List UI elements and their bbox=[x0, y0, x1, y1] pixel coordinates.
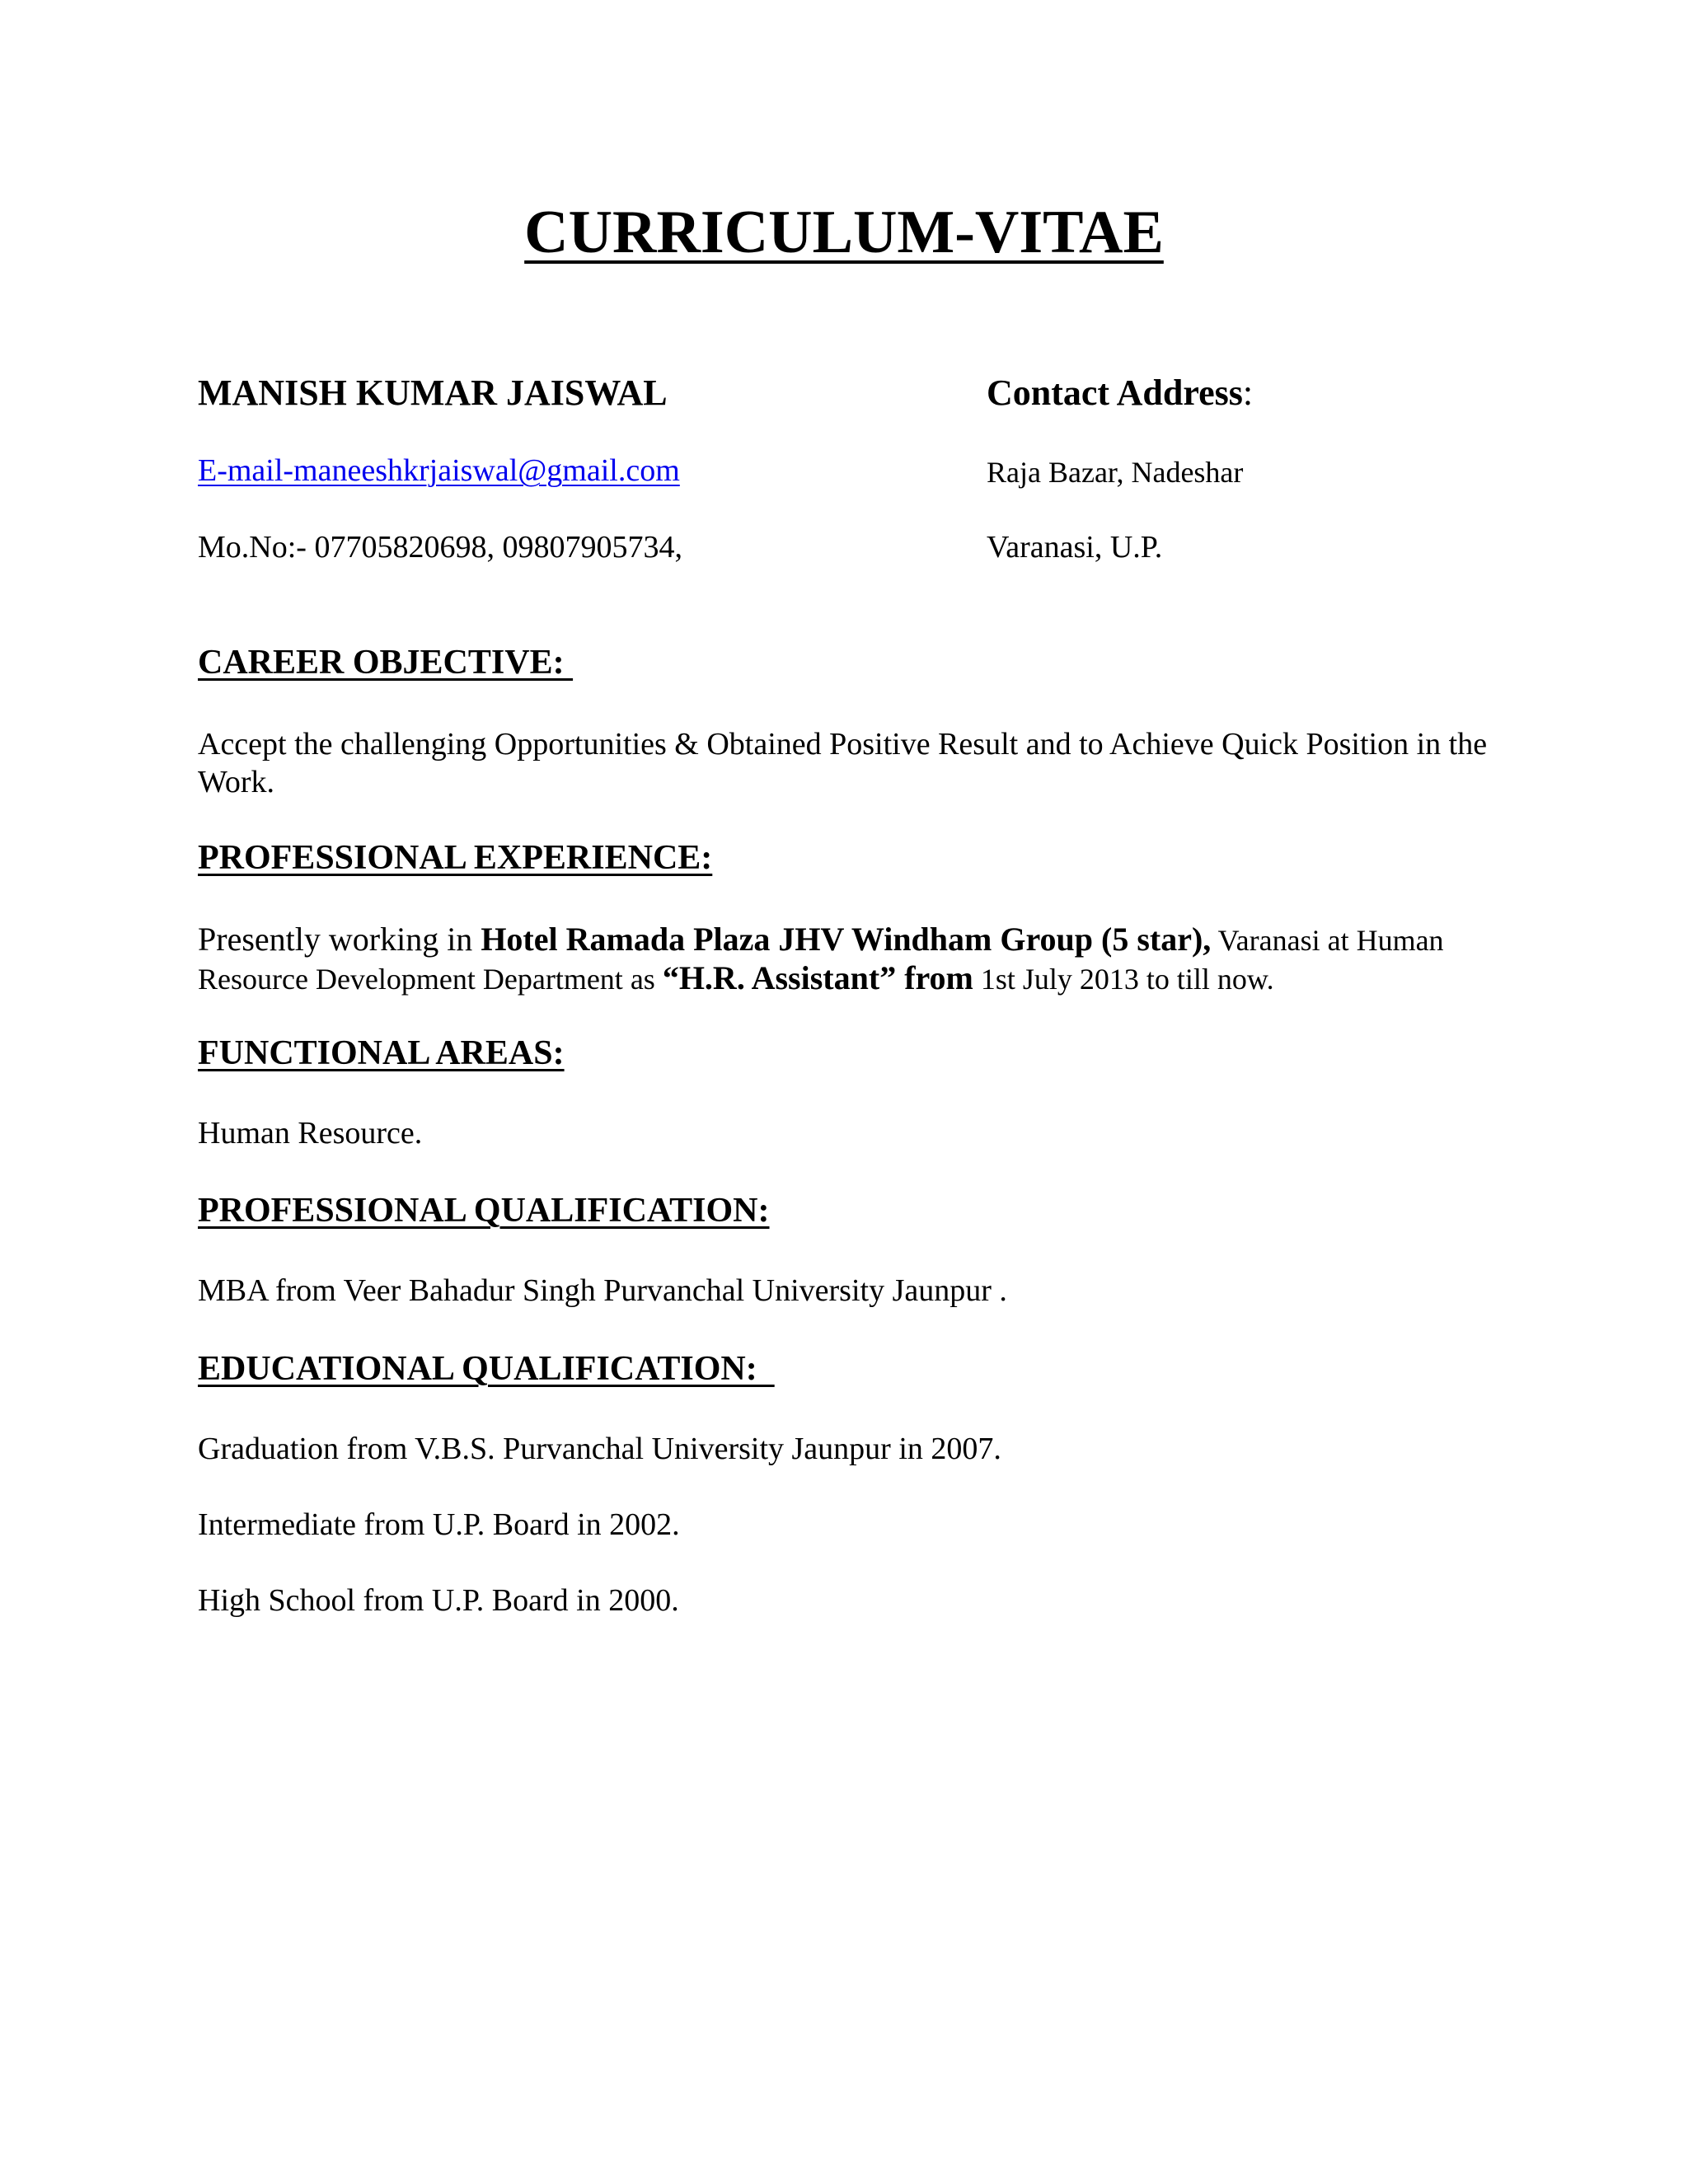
education-item-high-school: High School from U.P. Board in 2000. bbox=[198, 1583, 679, 1618]
functional-areas-heading: FUNCTIONAL AREAS: bbox=[198, 1034, 565, 1072]
educational-qualification-heading: EDUCATIONAL QUALIFICATION: bbox=[198, 1350, 775, 1388]
contact-address-label-text: Contact Address bbox=[987, 373, 1243, 413]
education-item-intermediate: Intermediate from U.P. Board in 2002. bbox=[198, 1507, 680, 1542]
experience-text-part-3: Varanasi at Human Resource Development Department as bbox=[198, 924, 1444, 996]
address-line-2: Varanasi, U.P. bbox=[987, 530, 1163, 565]
contact-address-colon: : bbox=[1242, 373, 1254, 413]
experience-text-part-5: 1st July 2013 to till now. bbox=[973, 963, 1274, 996]
career-objective-heading: CAREER OBJECTIVE: bbox=[198, 644, 574, 682]
employer-name: Hotel Ramada Plaza JHV Windham Group (5 star), bbox=[481, 921, 1212, 958]
professional-qualification-text: MBA from Veer Bahadur Singh Purvanchal University Jaunpur . bbox=[198, 1273, 1007, 1308]
address-line-1: Raja Bazar, Nadeshar bbox=[987, 456, 1244, 489]
experience-text-part-1: Presently working in bbox=[198, 921, 481, 958]
education-item-graduation: Graduation from V.B.S. Purvanchal University Jaunpur in 2007. bbox=[198, 1432, 1001, 1466]
contact-address-label bbox=[987, 373, 1253, 415]
functional-areas-text: Human Resource. bbox=[198, 1116, 423, 1151]
career-objective-text: Accept the challenging Opportunities & Obtained Positive Result and to Achieve Quick Position in the Work. bbox=[198, 727, 1488, 799]
phone-numbers: Mo.No:- 07705820698, 09807905734, bbox=[198, 530, 682, 565]
job-title: “H.R. Assistant” from bbox=[662, 959, 973, 996]
professional-experience-heading: PROFESSIONAL EXPERIENCE: bbox=[198, 839, 713, 877]
document-title: CURRICULUM-VITAE bbox=[524, 199, 1164, 266]
professional-qualification-heading: PROFESSIONAL QUALIFICATION: bbox=[198, 1192, 770, 1230]
candidate-name: MANISH KUMAR JAISWAL bbox=[198, 373, 668, 413]
professional-experience-text bbox=[198, 921, 1550, 998]
email-link[interactable]: E-mail-maneeshkrjaiswal@gmail.com bbox=[198, 453, 680, 488]
